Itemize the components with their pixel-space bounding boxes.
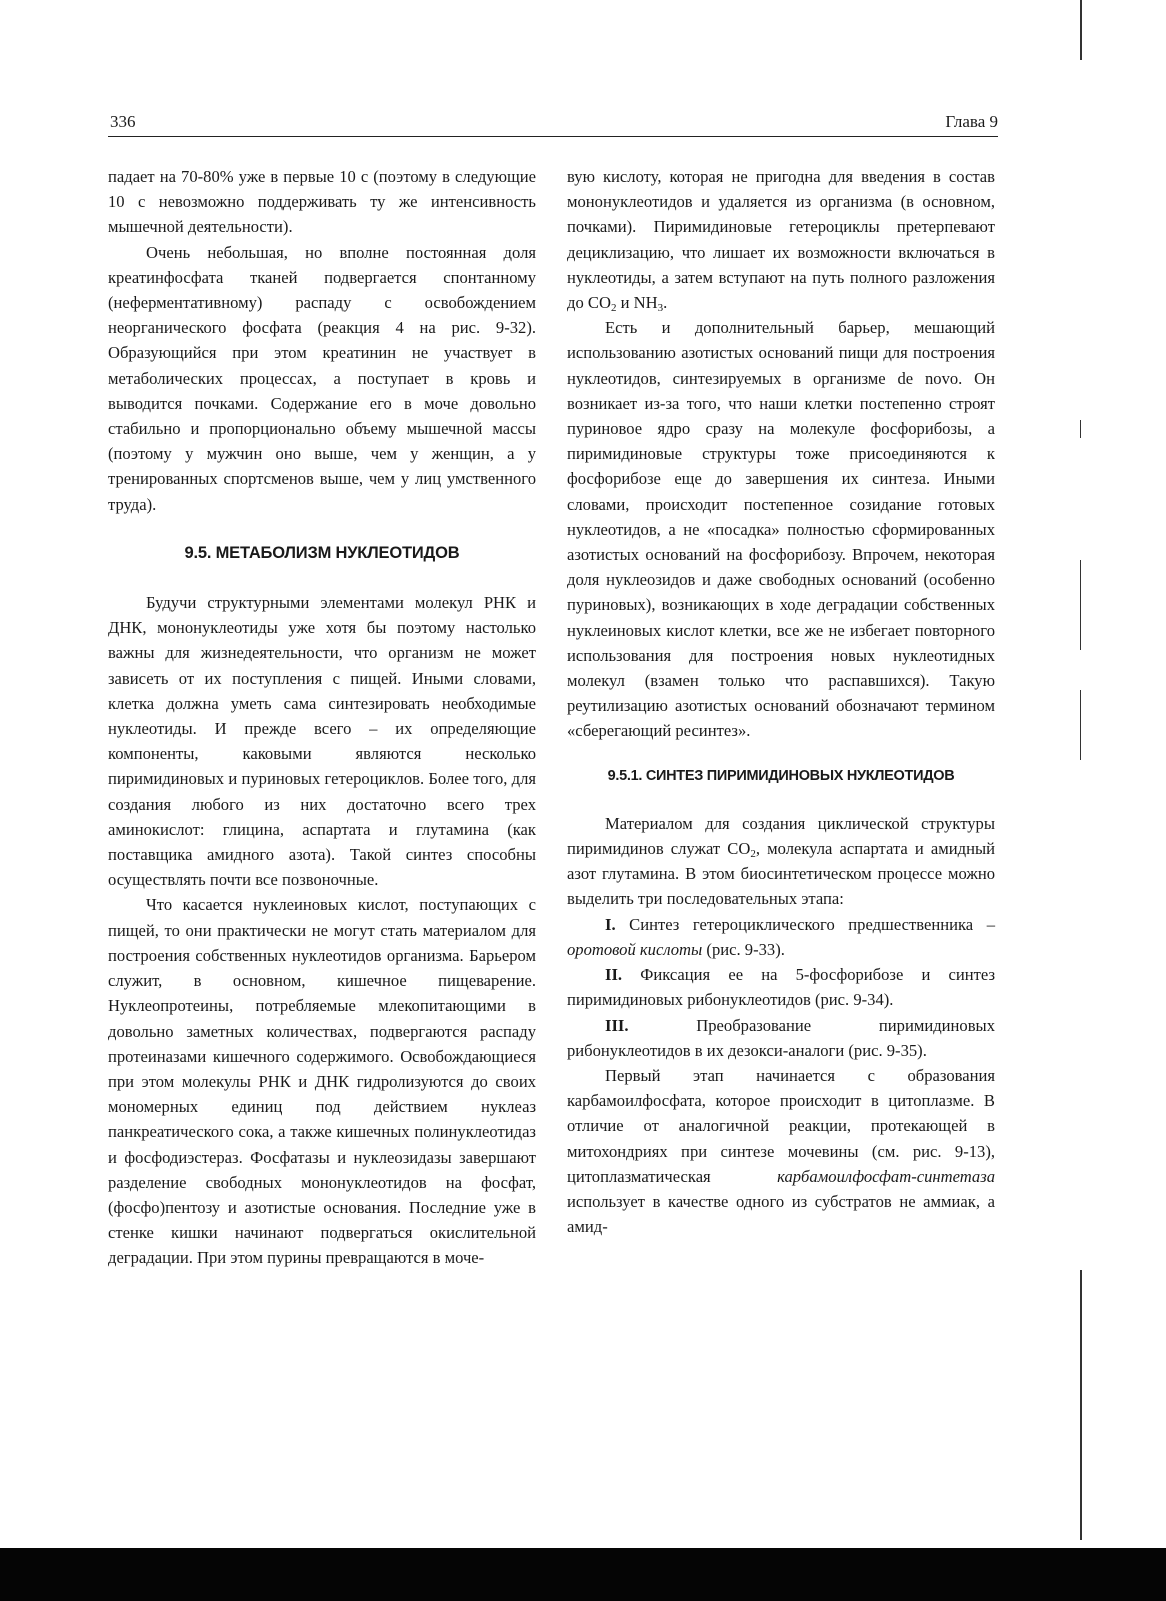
- scan-edge: [1070, 0, 1073, 1601]
- chapter-label: Глава 9: [945, 112, 998, 131]
- paragraph: Есть и дополнительный барьер, мешающий использованию азотистых оснований пищи для построения нуклеотидов, синтезируемых в организме de novo. Он возникает из-за того, что наши клетки постепенно строят пуриновое ядро сразу на молекуле фосфорибозы, а пиримидиновые структуры тоже присоединяются к фосфорибозе еще до завершения их синтеза. Иными словами, происходит постепенное созидание готовых нуклеотидов, а не «посадка» полностью сформированных азотистых оснований на фосфорибозу. Впрочем, некоторая доля нуклеозидов и даже свободных оснований (особенно пуриновых), возникающих в ходе деградации собственных нуклеиновых кислот клетки, все же не избегает повторного использования для построения новых нуклеотидных молекул (взамен только что распавшихся). Такую реутилизацию азотистых оснований обозначают термином «сберегающий ресинтез».: [567, 318, 995, 741]
- section-heading: 9.5. МЕТАБОЛИЗМ НУКЛЕОТИДОВ: [184, 543, 460, 562]
- left-column: [108, 164, 536, 1271]
- page-number: 336: [110, 112, 136, 131]
- scan-edge-mark: [1080, 560, 1081, 650]
- subsection-heading: 9.5.1. СИНТЕЗ ПИРИМИДИНОВЫХ НУКЛЕОТИДОВ: [607, 767, 955, 784]
- scan-edge-mark: [1080, 1270, 1082, 1540]
- step-item: I. Синтез гетероциклического предшественника – оротовой кислоты (рис. 9-33).: [567, 914, 995, 959]
- step-item: II. Фиксация ее на 5-фосфорибозе и синтез пиримидиновых рибонуклеотидов (рис. 9-34).: [567, 965, 995, 1010]
- paragraph: Материалом для создания циклической структуры пиримидинов служат $CO_2$, молекула аспартата и амидный азот глутамина. В этом биосинтетическом процессе можно выделить три последовательных этапа:: [567, 813, 995, 909]
- paragraph: Что касается нуклеиновых кислот, поступающих с пищей, то они практически не могут стать материалом для построения собственных нуклеотидов организма. Барьером служит, в основном, кишечное пищеварение. Нуклеопротеины, потребляемые млекопитающими в довольно заметных количествах, подвергаются распаду протеиназами кишечного содержимого. Освобождающиеся при этом молекулы РНК и ДНК гидролизуются до своих мономерных единиц под действием нуклеаз панкреатического сока, а также кишечных полинуклеотидаз и фосфодиэстераз. Фосфатазы и нуклеозидазы завершают разделение свободных мононуклеотидов на фосфат, (фосфо)пентозу и азотистые основания. Последние уже в стенке кишки начинают подвергаться окислительной деградации. При этом пурины превращаются в моче-: [108, 895, 536, 1268]
- paragraph: вую кислоту, которая не пригодна для введения в состав мононуклеотидов и удаляется из организма (в основном, почками). Пиримидиновые гетероциклы претерпевают дециклизацию, что лишает их возможности включаться в нуклеотиды, а затем вступают на путь полного разложения до $CO_2$ и $NH_3$.: [567, 167, 995, 315]
- right-column: [567, 164, 995, 1239]
- scan-bottom-border: [0, 1548, 1166, 1601]
- step-item: III. Преобразование пиримидиновых рибонуклеотидов в их дезокси-аналоги (рис. 9-35).: [567, 1015, 995, 1060]
- scan-edge-mark: [1080, 690, 1081, 760]
- scan-edge-mark: [1080, 420, 1081, 438]
- paragraph: Будучи структурными элементами молекул РНК и ДНК, мононуклеотиды уже хотя бы поэтому настолько важны для жизнедеятельности, что организм не может зависеть от их поступления с пищей. Иными словами, клетка должна уметь сама синтезировать необходимые нуклеотиды. И прежде всего – их определяющие компоненты, каковыми являются несколько пиримидиновых и пуриновых гетероциклов. Более того, для создания любого из них достаточно всего трех аминокислот: глицина, аспартата и глутамина (как поставщика амидного азота). Такой синтез способны осуществлять почти все позвоночные.: [108, 593, 536, 890]
- paragraph: Очень небольшая, но вполне постоянная доля креатинфосфата тканей подвергается спонтанному (неферментативному) распаду с освобождением неорганического фосфата (реакция 4 на рис. 9-32). Образующийся при этом креатинин не участвует в метаболических процессах, а поступает в кровь и выводится почками. Содержание его в моче довольно стабильно и пропорционально объему мышечной массы (поэтому у мужчин оно выше, чем у женщин, а у тренированных спортсменов выше, чем у лиц умственного труда).: [108, 242, 536, 514]
- scan-edge-mark: [1080, 0, 1082, 60]
- paragraph: Первый этап начинается с образования карбамоилфосфата, которое происходит в цитоплазме. В отличие от аналогичной реакции, протекающей в митохондриях при синтезе мочевины (см. рис. 9-13), цитоплазматическая карбамоилфосфат-синтетаза использует в качестве одного из субстратов не аммиак, а амид-: [567, 1065, 995, 1237]
- paragraph: падает на 70-80% уже в первые 10 с (поэтому в следующие 10 с невозможно поддерживать ту же интенсивность мышечной деятельности).: [108, 167, 536, 237]
- page-header: [108, 110, 998, 137]
